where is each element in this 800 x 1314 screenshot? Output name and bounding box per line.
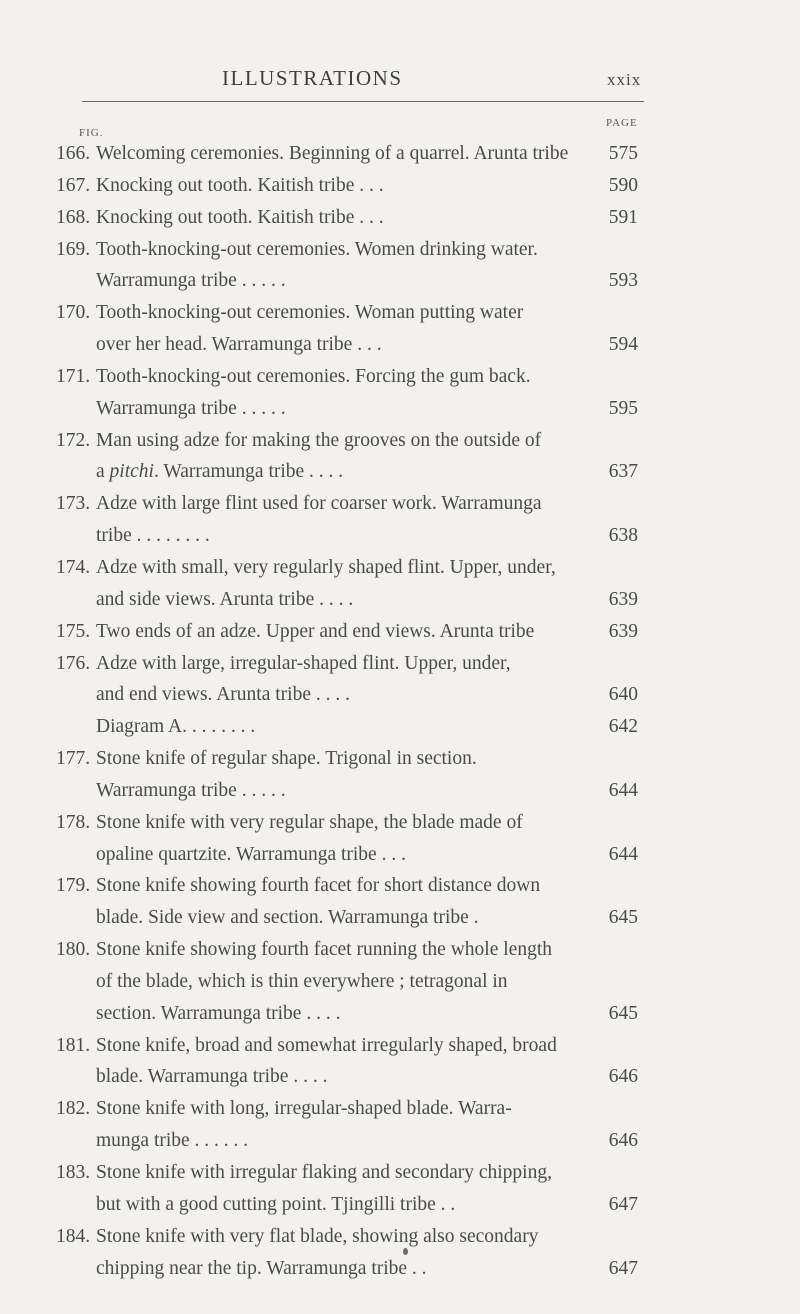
- page-reference: 645: [608, 907, 638, 929]
- list-item: [0, 616, 800, 648]
- page-reference: 638: [608, 525, 638, 547]
- page-reference: 591: [608, 206, 638, 228]
- list-item: [0, 870, 800, 934]
- list-item: [0, 807, 800, 871]
- entry-line: [0, 807, 800, 839]
- caption-text: Stone knife of regular shape. Trigonal in section.: [96, 748, 477, 770]
- entry-line: [0, 743, 800, 775]
- figure-number: 167.: [56, 174, 91, 196]
- caption-text: but with a good cutting point. Tjingilli tribe . .: [96, 1193, 456, 1215]
- page-reference: 646: [608, 1066, 638, 1088]
- header-rule: [82, 101, 644, 102]
- figure-number: 171.: [56, 365, 91, 387]
- running-head-page-number: xxix: [607, 70, 642, 89]
- page-reference: 639: [608, 620, 638, 642]
- page-reference: 594: [608, 334, 638, 356]
- running-head: [0, 66, 800, 96]
- figure-number: 182.: [56, 1098, 91, 1120]
- list-item: [0, 743, 800, 807]
- figure-number: 173.: [56, 493, 91, 515]
- caption-text: Knocking out tooth. Kaitish tribe . . .: [96, 206, 384, 228]
- caption-text: chipping near the tip. Warramunga tribe . .: [96, 1257, 427, 1279]
- page-reference: 644: [608, 843, 638, 865]
- entry-line: [0, 265, 800, 297]
- caption-text: and end views. Arunta tribe . . . .: [96, 684, 350, 706]
- entry-line: [0, 934, 800, 966]
- page-reference: 639: [608, 588, 638, 610]
- entry-line: [0, 1093, 800, 1125]
- figure-number: 178.: [56, 811, 91, 833]
- list-item: [0, 361, 800, 425]
- entry-line: [0, 297, 800, 329]
- figure-number: 169.: [56, 238, 91, 260]
- caption-text: Stone knife with long, irregular-shaped blade. Warra-: [96, 1098, 512, 1120]
- caption-text: Stone knife showing fourth facet running the whole length: [96, 939, 552, 961]
- caption-text: blade. Warramunga tribe . . . .: [96, 1066, 328, 1088]
- entry-line: [0, 361, 800, 393]
- entry-line: [0, 234, 800, 266]
- entry-line: [0, 1157, 800, 1189]
- list-item: [0, 934, 800, 1030]
- entry-line: [0, 138, 800, 170]
- page-reference: 640: [608, 684, 638, 706]
- entry-line: [0, 520, 800, 552]
- figure-number: 183.: [56, 1162, 91, 1183]
- entry-line: [0, 393, 800, 425]
- page-reference: 642: [608, 716, 638, 738]
- caption-text: munga tribe . . . . . .: [96, 1130, 249, 1152]
- entry-line: [0, 552, 800, 584]
- list-item: [0, 1093, 800, 1157]
- entry-line: [0, 998, 800, 1030]
- page-reference: 637: [608, 461, 638, 483]
- list-item: [0, 1221, 800, 1285]
- caption-text: Warramunga tribe . . . . .: [96, 397, 286, 419]
- caption-text: Tooth-knocking-out ceremonies. Woman putting water: [96, 302, 524, 324]
- list-item: [0, 1030, 800, 1094]
- entry-line: [0, 488, 800, 520]
- column-head-fig: FIG.: [79, 127, 104, 139]
- entry-line: [0, 775, 800, 807]
- column-head-page: PAGE: [606, 117, 638, 129]
- entry-line: [0, 966, 800, 998]
- entry-line: [0, 648, 800, 680]
- figure-number: 176.: [56, 652, 91, 674]
- caption-text: Welcoming ceremonies. Beginning of a quarrel. Arunta tribe: [96, 143, 569, 164]
- page-reference: 595: [608, 397, 638, 419]
- list-item: [0, 1157, 800, 1221]
- caption-text: Knocking out tooth. Kaitish tribe . . .: [96, 174, 384, 196]
- entry-line: [0, 616, 800, 648]
- list-item: [0, 234, 800, 298]
- page-reference: 646: [608, 1130, 638, 1152]
- caption-text: of the blade, which is thin everywhere ; tetragonal in: [96, 970, 508, 992]
- caption-text: Warramunga tribe . . . . .: [96, 270, 286, 292]
- caption-text: Two ends of an adze. Upper and end views. Arunta tribe: [96, 620, 535, 642]
- entry-line: [0, 584, 800, 616]
- entry-line: [0, 1125, 800, 1157]
- list-item: [0, 552, 800, 616]
- list-item: [0, 648, 800, 744]
- list-item: [0, 488, 800, 552]
- entry-line: [0, 870, 800, 902]
- caption-text: Stone knife with irregular flaking and secondary chipping,: [96, 1162, 552, 1183]
- list-item: [0, 138, 800, 170]
- list-item: [0, 202, 800, 234]
- page-reference: 590: [608, 174, 638, 196]
- caption-text: Tooth-knocking-out ceremonies. Forcing the gum back.: [96, 365, 531, 387]
- caption-text: Man using adze for making the grooves on the outside of: [96, 429, 542, 451]
- caption-text: section. Warramunga tribe . . . .: [96, 1002, 341, 1024]
- figure-number: 180.: [56, 939, 91, 961]
- entry-line: [0, 425, 800, 457]
- page-reference: 645: [608, 1002, 638, 1024]
- entry-line: [0, 456, 800, 488]
- figure-number: 168.: [56, 206, 91, 228]
- figure-number: 175.: [56, 620, 91, 642]
- illustrations-list: [0, 138, 800, 1284]
- entry-line: [0, 202, 800, 234]
- caption-text: Diagram A. . . . . . . .: [96, 716, 256, 738]
- entry-line: [0, 329, 800, 361]
- caption-text: tribe . . . . . . . .: [96, 525, 210, 547]
- page-reference: 593: [608, 270, 638, 292]
- caption-text: over her head. Warramunga tribe . . .: [96, 334, 382, 356]
- caption-text: opaline quartzite. Warramunga tribe . . .: [96, 843, 406, 865]
- caption-text: and side views. Arunta tribe . . . .: [96, 588, 354, 610]
- entry-line: [0, 1189, 800, 1221]
- caption-text: Adze with large flint used for coarser work. Warramunga: [96, 493, 542, 515]
- entry-line: [0, 839, 800, 871]
- list-item: [0, 425, 800, 489]
- entry-line: [0, 1030, 800, 1062]
- figure-number: 181.: [56, 1034, 91, 1056]
- caption-text-post: . Warramunga tribe . . . .: [153, 461, 344, 483]
- figure-number: 184.: [56, 1225, 91, 1247]
- figure-number: 174.: [56, 556, 91, 578]
- figure-number: 166.: [56, 143, 91, 164]
- page-reference: 644: [608, 779, 638, 801]
- caption-text: [96, 456, 343, 488]
- entry-line: [0, 1221, 800, 1253]
- entry-line: [0, 902, 800, 934]
- list-item: [0, 170, 800, 202]
- caption-text: Stone knife showing fourth facet for short distance down: [96, 875, 541, 897]
- figure-number: 172.: [56, 429, 91, 451]
- caption-text: Stone knife with very regular shape, the blade made of: [96, 811, 523, 833]
- caption-text: blade. Side view and section. Warramunga tribe .: [96, 907, 479, 929]
- caption-text: Adze with small, very regularly shaped flint. Upper, under,: [96, 556, 556, 578]
- entry-line: [0, 170, 800, 202]
- caption-text: Adze with large, irregular-shaped flint. Upper, under,: [96, 652, 511, 674]
- figure-number: 177.: [56, 748, 91, 770]
- print-speck: [403, 1248, 408, 1255]
- caption-text-italic: pitchi: [109, 461, 154, 483]
- entry-line: [0, 711, 800, 743]
- entry-line: [0, 679, 800, 711]
- list-item: [0, 297, 800, 361]
- entry-line: [0, 1061, 800, 1093]
- figure-number: 170.: [56, 302, 91, 324]
- caption-text: Warramunga tribe . . . . .: [96, 779, 286, 801]
- page-reference: 647: [608, 1257, 638, 1279]
- caption-text-pre: a: [96, 461, 110, 483]
- running-head-title: ILLUSTRATIONS: [222, 66, 403, 90]
- page-reference: 647: [608, 1193, 638, 1215]
- caption-text: Stone knife, broad and somewhat irregularly shaped, broad: [96, 1034, 557, 1056]
- caption-text: Stone knife with very flat blade, showing also secondary: [96, 1225, 539, 1247]
- entry-line: [0, 1253, 800, 1285]
- page-reference: 575: [608, 143, 638, 164]
- caption-text: Tooth-knocking-out ceremonies. Women drinking water.: [96, 238, 538, 260]
- figure-number: 179.: [56, 875, 91, 897]
